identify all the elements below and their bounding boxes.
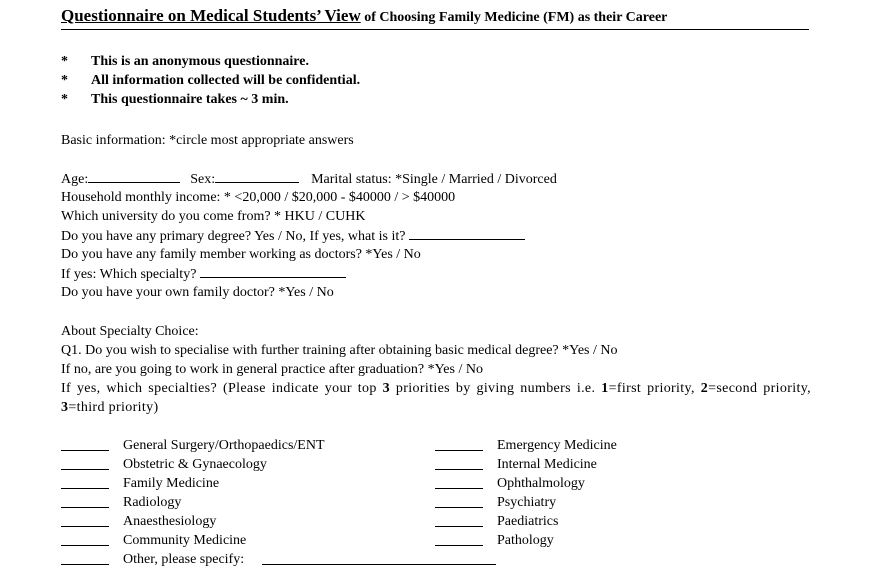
which-specialty-row [61, 264, 346, 284]
note-anonymous: * This is an anonymous questionnaire. [61, 54, 309, 69]
option-anaesthesiology: Anaesthesiology [123, 514, 217, 529]
priority-blank-internal-medicine[interactable] [435, 468, 483, 470]
primary-degree-row [61, 226, 525, 246]
age-label: Age: [61, 172, 89, 187]
bullet-star: * [61, 73, 68, 88]
bullet-star: * [61, 92, 68, 107]
age-sex-marital-row [61, 169, 557, 189]
other-specify-blank[interactable] [262, 563, 496, 565]
note-confidential: * All information collected will be confidential. [61, 73, 361, 88]
if-no-question: If no, are you going to work in general practice after graduation? *Yes / No [61, 362, 483, 377]
priority-blank-radiology[interactable] [61, 506, 109, 508]
specialty-heading: About Specialty Choice: [61, 324, 199, 339]
sex-blank[interactable] [215, 169, 299, 183]
title-main: Questionnaire on Medical Students’ View [61, 6, 361, 25]
university-question: Which university do you come from? * HKU / CUHK [61, 209, 366, 224]
income-question: Household monthly income: * <20,000 / $20,000 - $40000 / > $40000 [61, 190, 456, 205]
option-community-medicine: Community Medicine [123, 533, 247, 548]
option-psychiatry: Psychiatry [497, 495, 557, 510]
option-paediatrics: Paediatrics [497, 514, 559, 529]
basic-info-heading: Basic information: *circle most appropriate answers [61, 133, 354, 148]
option-internal-medicine: Internal Medicine [497, 457, 597, 472]
which-specialty-question: If yes: Which specialty? [61, 267, 197, 282]
title-sub: of Choosing Family Medicine (FM) as their Career [360, 10, 668, 25]
primary-degree-question: Do you have any primary degree? Yes / No, If yes, what is it? [61, 229, 406, 244]
marital-status: Marital status: *Single / Married / Divorced [311, 172, 557, 187]
option-family-medicine: Family Medicine [123, 476, 220, 491]
priority-blank-family-medicine[interactable] [61, 487, 109, 489]
primary-degree-blank[interactable] [409, 226, 525, 240]
note-duration: * This questionnaire takes ~ 3 min. [61, 92, 289, 107]
priority-blank-psychiatry[interactable] [435, 506, 483, 508]
option-pathology: Pathology [497, 533, 554, 548]
option-obstetric: Obstetric & Gynaecology [123, 457, 267, 472]
option-ophthalmology: Ophthalmology [497, 476, 585, 491]
if-yes-instruction: If yes, which specialties? (Please indicate your top 3 priorities by giving numbers i.e. 1=first priority, 2=second priority, 3=third priority) [61, 381, 811, 415]
option-radiology: Radiology [123, 495, 182, 510]
priority-blank-obstetric[interactable] [61, 468, 109, 470]
priority-blank-anaesthesiology[interactable] [61, 525, 109, 527]
which-specialty-blank[interactable] [200, 264, 346, 278]
page-title [61, 5, 809, 30]
priority-blank-ophthalmology[interactable] [435, 487, 483, 489]
q1-question: Q1. Do you wish to specialise with further training after obtaining basic medical degree? *Yes / No [61, 343, 618, 358]
age-blank[interactable] [88, 169, 180, 183]
priority-blank-paediatrics[interactable] [435, 525, 483, 527]
priority-blank-other[interactable] [61, 563, 109, 565]
priority-blank-community-medicine[interactable] [61, 544, 109, 546]
priority-blank-general-surgery[interactable] [61, 449, 109, 451]
bullet-star: * [61, 54, 68, 69]
sex-label: Sex: [190, 172, 216, 187]
option-general-surgery: General Surgery/Orthopaedics/ENT [123, 438, 325, 453]
priority-blank-pathology[interactable] [435, 544, 483, 546]
option-emergency-medicine: Emergency Medicine [497, 438, 617, 453]
priority-blank-emergency-medicine[interactable] [435, 449, 483, 451]
family-member-doctor-question: Do you have any family member working as doctors? *Yes / No [61, 247, 421, 262]
option-other: Other, please specify: [123, 552, 245, 567]
own-family-doctor-question: Do you have your own family doctor? *Yes / No [61, 285, 334, 300]
